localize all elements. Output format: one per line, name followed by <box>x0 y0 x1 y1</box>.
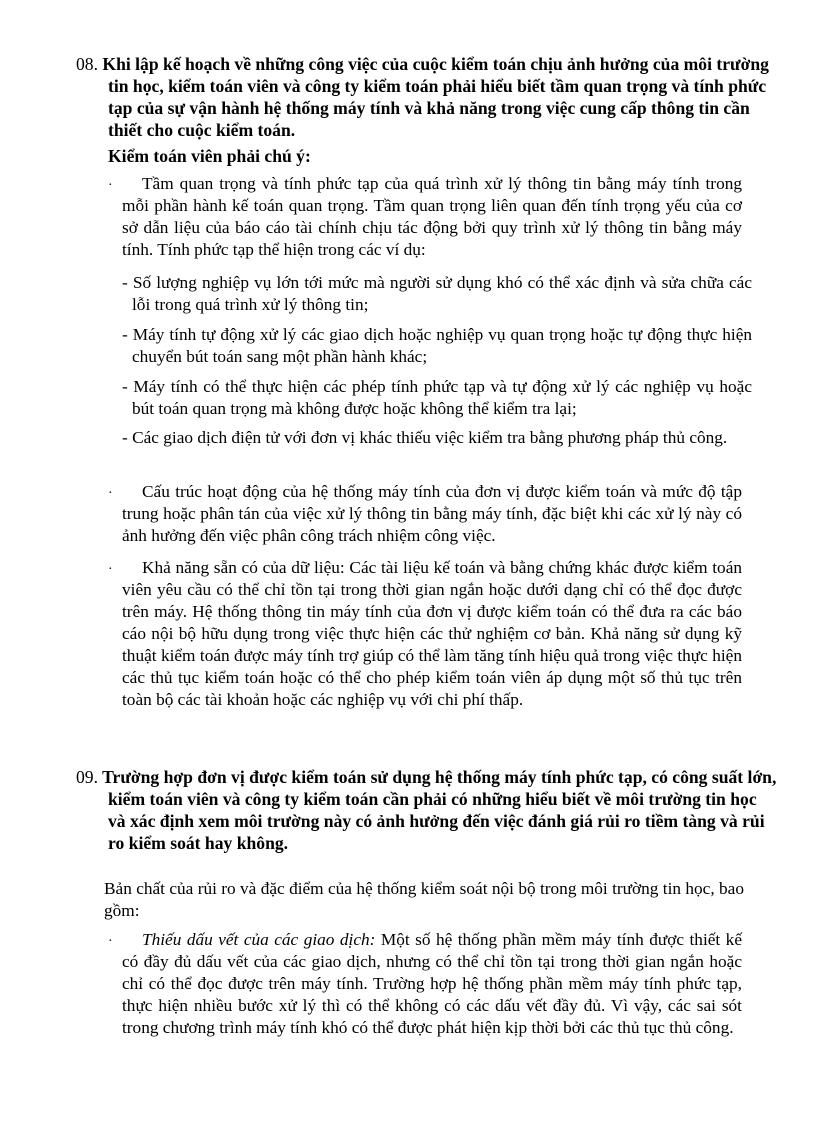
bullet-marker: · <box>108 178 113 193</box>
section-08-bullet-importance: Tầm quan trọng và tính phức tạp của quá trình xử lý thông tin bằng máy tính trong mỗi phần hành kế toán quan trọng. Tầm quan trọng liên quan đến tính trọng yếu của cơ sở dẫn liệu của báo cáo tài chính chịu tác động bởi quy trình xử lý thông tin bằng máy tính. Tính phức tạp thể hiện trong các ví dụ: <box>122 174 742 259</box>
audit-trail-lead: Thiếu dấu vết của các giao dịch: <box>142 930 376 949</box>
section-08-heading-text: Khi lập kế hoạch về những công việc của cuộc kiểm toán chịu ảnh hưởng của môi trường tin học, kiểm toán viên và công ty kiểm toán phải hiểu biết tầm quan trọng và tính phức tạp của sự vận hành hệ thống máy tính và khả năng trong việc cung cấp thông tin cần thiết cho cuộc kiểm toán. <box>102 54 769 140</box>
section-08-heading <box>76 53 778 141</box>
section-09-heading <box>76 766 778 854</box>
section-08-bullet-structure: Cấu trúc hoạt động của hệ thống máy tính của đơn vị được kiểm toán và mức độ tập trung hoặc phân tán của việc xử lý thông tin bằng máy tính, đặc biệt khi các xử lý này có ảnh hưởng đến việc phân công trách nhiệm công việc. <box>122 482 742 545</box>
section-09-intro: Bản chất của rủi ro và đặc điểm của hệ thống kiểm soát nội bộ trong môi trường tin học, bao gồm: <box>104 879 744 920</box>
section-08-bullet-data-availability: Khả năng sẵn có của dữ liệu: Các tài liệu kế toán và bằng chứng khác được kiểm toán viên yêu cầu có thể chỉ tồn tại trong thời gian ngắn hoặc dưới dạng chỉ có thể đọc được trên máy. Hệ thống thông tin máy tính của đơn vị được kiểm toán có thể đưa ra các báo cáo nội bộ hữu dụng trong việc thực hiện các thử nghiệm cơ bản. Khả năng sử dụng kỹ thuật kiểm toán được máy tính trợ giúp có thể làm tăng tính hiệu quả trong việc thực hiện các thủ tục kiểm toán hoặc có thể cho phép kiểm toán viên áp dụng một số thủ tục trên toàn bộ các tài khoản hoặc các nghiệp vụ với chi phí thấp. <box>122 558 742 709</box>
section-08-number: 08. <box>76 54 98 74</box>
bullet-marker: · <box>108 562 113 577</box>
section-09-bullet-audit-trail <box>122 929 742 1039</box>
example-item-volume: - Số lượng nghiệp vụ lớn tới mức mà người sử dụng khó có thể xác định và sửa chữa các lỗi trong quá trình xử lý thông tin; <box>122 273 752 314</box>
bullet-marker: · <box>108 934 113 949</box>
section-08-subheading: Kiểm toán viên phải chú ý: <box>108 146 311 166</box>
section-09-heading-text: Trường hợp đơn vị được kiểm toán sử dụng hệ thống máy tính phức tạp, có công suất lớn, kiểm toán viên và công ty kiểm toán cần phải có những hiểu biết về môi trường tin học và xác định xem môi trường này có ảnh hưởng đến việc đánh giá rủi ro tiềm tàng và rủi ro kiểm soát hay không. <box>102 767 777 853</box>
bullet-marker: · <box>108 486 113 501</box>
example-item-electronic-transactions: - Các giao dịch điện tử với đơn vị khác thiếu việc kiểm tra bằng phương pháp thủ công. <box>122 428 728 447</box>
section-09-number: 09. <box>76 767 98 787</box>
example-item-complex-computation: - Máy tính có thể thực hiện các phép tính phức tạp và tự động xử lý các nghiệp vụ hoặc bút toán quan trọng mà không được hoặc không thể kiểm tra lại; <box>122 377 752 418</box>
audit-trail-text: Một số hệ thống phần mềm máy tính được thiết kế có đầy đủ dấu vết của các giao dịch, nhưng có thể chỉ tồn tại trong thời gian ngắn hoặc chỉ có thể đọc được trên máy tính. Trường hợp hệ thống phần mềm máy tính phức tạp, thực hiện nhiều bước xử lý thì có thể không có các dấu vết đầy đủ. Vì vậy, các sai sót trong chương trình máy tính khó có thể được phát hiện kịp thời bởi các thủ tục thủ công. <box>122 930 742 1037</box>
example-item-automatic-processing: - Máy tính tự động xử lý các giao dịch hoặc nghiệp vụ quan trọng hoặc tự động thực hiện chuyển bút toán sang một phần hành khác; <box>122 325 752 366</box>
